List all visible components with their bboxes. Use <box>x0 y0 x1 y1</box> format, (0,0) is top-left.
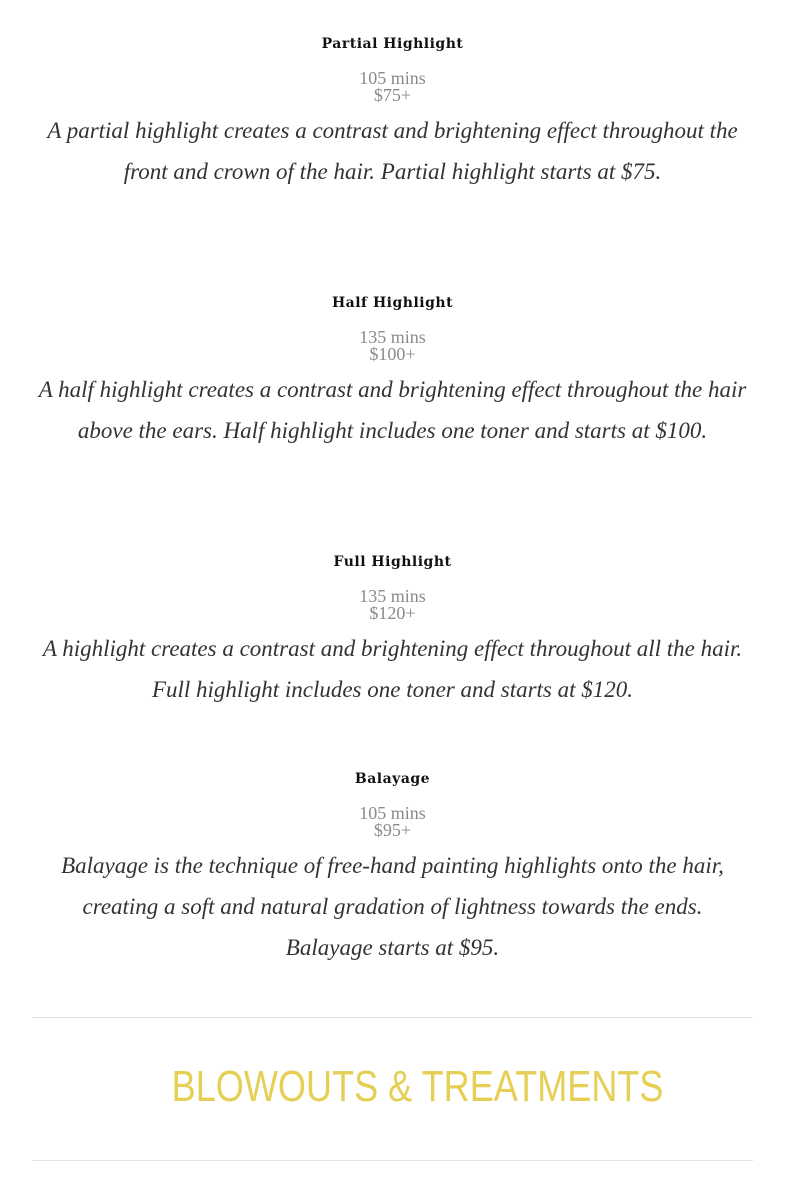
service-duration: 135 mins <box>359 327 426 347</box>
service-item <box>32 293 753 451</box>
service-title: Half Highlight <box>331 295 454 311</box>
service-price: $120+ <box>369 603 416 623</box>
service-title: Partial Highlight <box>321 36 464 52</box>
service-price: $75+ <box>373 85 412 105</box>
service-description: A partial highlight creates a contrast and brightening effect throughout the front and crown of the hair. Partial highlight starts at $75. <box>47 118 738 184</box>
service-duration: 105 mins <box>359 68 426 88</box>
service-duration: 105 mins <box>359 803 426 823</box>
service-duration: 135 mins <box>359 586 426 606</box>
divider <box>32 1160 753 1161</box>
service-description: A highlight creates a contrast and brightening effect throughout all the hair. Full highlight includes one toner and starts at $120. <box>42 636 743 702</box>
service-price: $100+ <box>369 344 416 364</box>
service-item <box>32 769 753 968</box>
service-item <box>32 552 753 710</box>
service-item <box>32 34 753 192</box>
service-description: A half highlight creates a contrast and brightening effect throughout the hair above the ears. Half highlight includes one toner and starts at $100. <box>38 377 747 443</box>
service-price: $95+ <box>373 820 412 840</box>
divider <box>32 1017 753 1018</box>
service-title: Full Highlight <box>333 554 452 570</box>
section-heading: BLOWOUTS & TREATMENTS <box>171 1062 664 1111</box>
service-description: Balayage is the technique of free-hand painting highlights onto the hair, creating a soft and natural gradation of lightness towards the ends. Balayage starts at $95. <box>61 853 724 960</box>
service-title: Balayage <box>354 771 431 787</box>
